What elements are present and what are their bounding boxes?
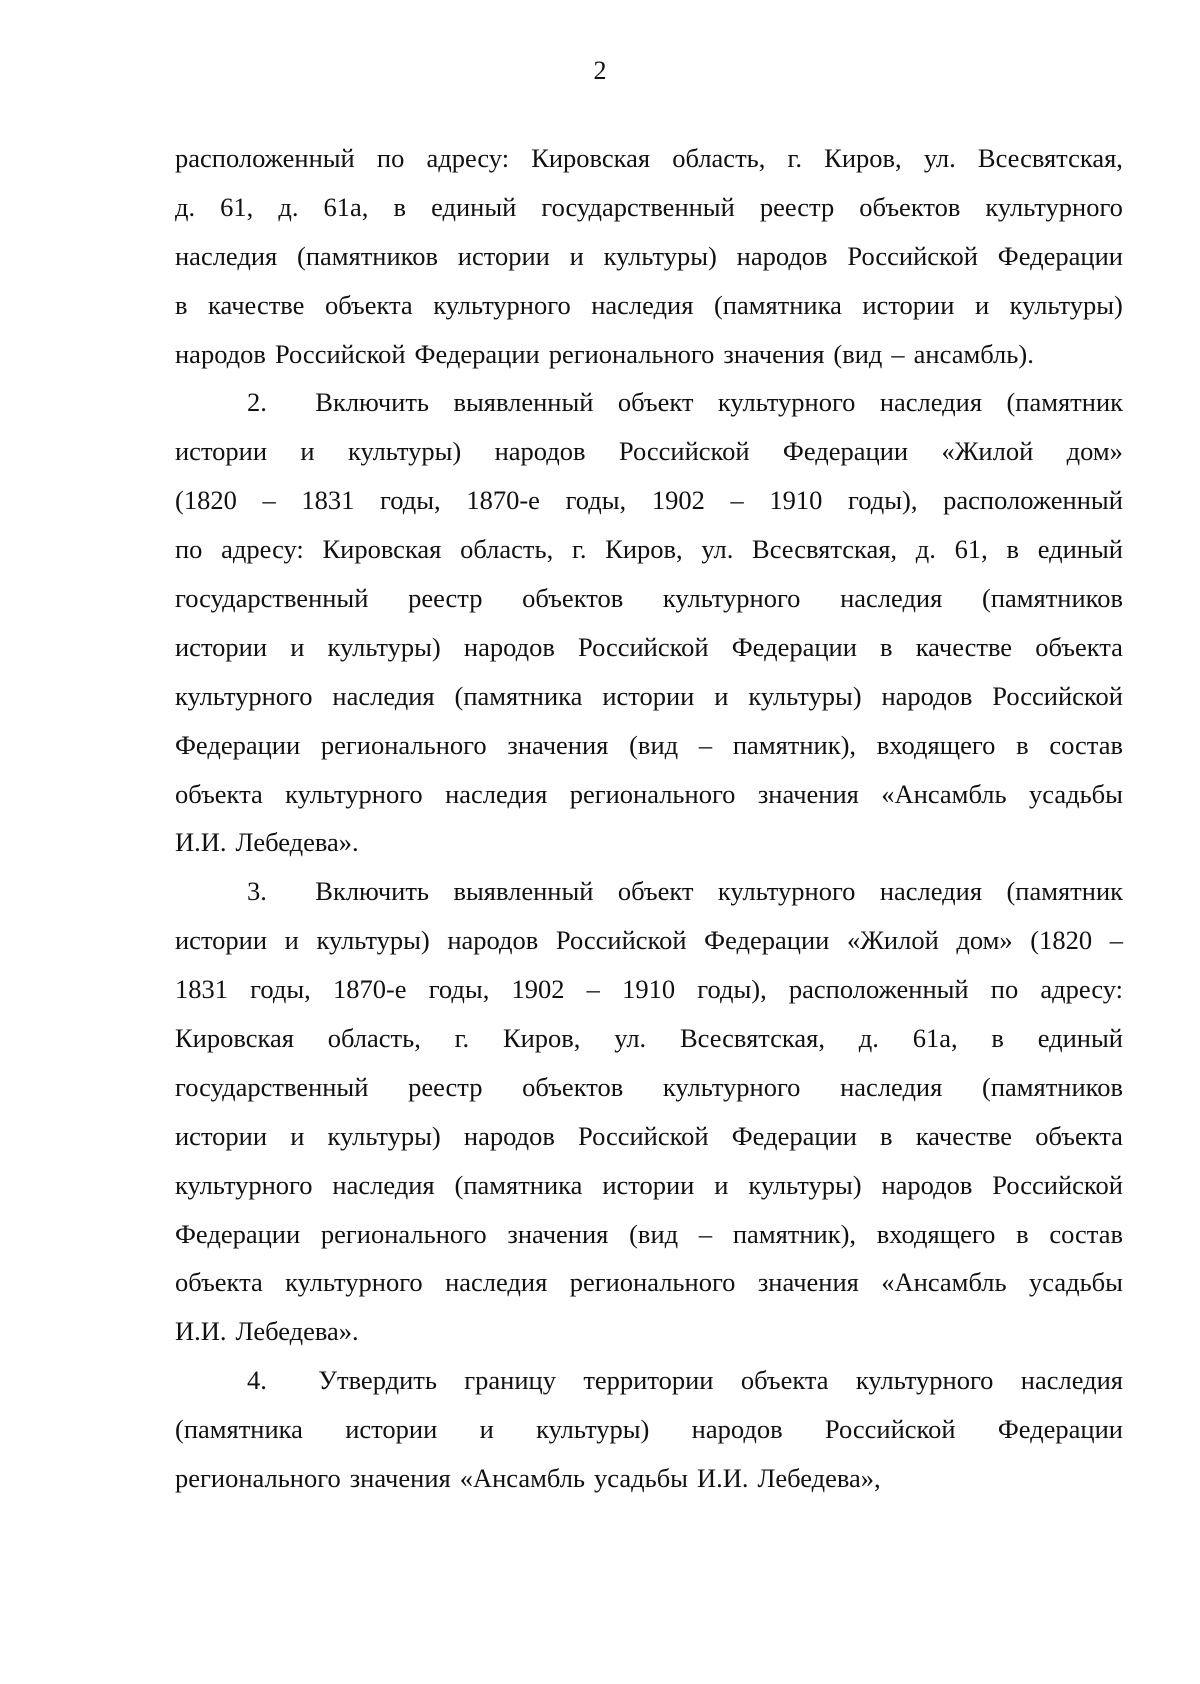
word: истории — [175, 436, 268, 467]
word: регионального — [569, 778, 736, 809]
word: – — [698, 729, 713, 760]
word: регионального — [320, 729, 487, 760]
word: культурного — [285, 778, 423, 809]
word: расположенный — [175, 143, 355, 173]
word: истории — [175, 925, 268, 956]
word: дом» — [1066, 436, 1123, 467]
word: и — [714, 680, 729, 711]
word: (1820 — [175, 485, 237, 516]
word: истории — [457, 240, 550, 271]
text-line — [175, 770, 1123, 819]
text-line — [175, 721, 1123, 770]
word: адресу: — [1040, 974, 1123, 1005]
word: качестве — [915, 1120, 1013, 1151]
paragraph-number: 3. — [247, 876, 267, 907]
word: – — [1109, 925, 1123, 956]
word: (памятника — [175, 1414, 303, 1445]
word: 1870-е — [466, 485, 540, 516]
word: Лебедева». — [235, 827, 359, 858]
paragraph-p3 — [175, 867, 1123, 1356]
word: и — [479, 1414, 494, 1445]
word: 1831 — [301, 485, 355, 516]
word: 61, — [220, 191, 254, 222]
word: значения — [349, 1463, 451, 1494]
word: в — [880, 1120, 893, 1151]
word: народов — [736, 240, 828, 271]
paragraph-number: 4. — [247, 1365, 267, 1396]
document-body — [175, 134, 1123, 1503]
word: по — [990, 974, 1019, 1005]
text-line — [175, 1258, 1123, 1307]
word: культурного — [662, 583, 801, 614]
word: (1820 — [1030, 925, 1093, 956]
word: (вид — [629, 1218, 679, 1249]
page-number: 2 — [593, 56, 607, 85]
word: г. — [571, 534, 587, 565]
word: культуры) — [316, 925, 430, 956]
word: единый — [431, 191, 517, 222]
word: (памятника — [454, 680, 583, 711]
text-line — [175, 427, 1123, 476]
word: «Ансамбль — [881, 778, 1007, 809]
word: истории — [175, 1120, 268, 1151]
text-line — [175, 574, 1123, 623]
word: дом» — [956, 925, 1013, 956]
word: регионального — [175, 1463, 341, 1494]
word: наследия — [332, 680, 435, 711]
word: – — [262, 485, 276, 516]
word: Киров, — [824, 143, 902, 173]
word: 1902 — [511, 974, 565, 1005]
word: народов — [881, 680, 973, 711]
word: истории — [602, 680, 695, 711]
word: выявленный — [453, 876, 594, 907]
paragraph-p2 — [175, 378, 1123, 867]
word: в — [175, 289, 188, 320]
word: Федерации — [997, 1414, 1123, 1445]
word: «Ансамбль — [459, 1463, 586, 1494]
word: расположенный — [943, 485, 1123, 516]
word: культуры) — [1009, 289, 1123, 320]
word: культурного — [717, 387, 856, 418]
text-line — [175, 330, 1123, 379]
word: адресу: — [426, 143, 510, 173]
text-line — [175, 1014, 1123, 1063]
word: (памятник — [1006, 876, 1123, 907]
word: (памятника — [713, 289, 842, 320]
word: значения — [507, 1218, 609, 1249]
word: культурного — [433, 289, 571, 320]
word: народов — [463, 1120, 555, 1151]
word: годы), — [848, 485, 918, 516]
word: наследия — [879, 387, 983, 418]
word: в — [1006, 534, 1019, 565]
word: «Жилой — [846, 925, 939, 956]
word: – — [891, 338, 905, 369]
word: по — [376, 143, 405, 173]
word: Всесвятская, — [977, 143, 1123, 173]
word: в — [991, 1023, 1004, 1054]
word: состав — [1049, 1218, 1123, 1249]
word: (памятника — [454, 1169, 583, 1200]
word: по — [175, 534, 203, 565]
word: в — [1016, 729, 1029, 760]
word: и — [290, 631, 305, 662]
text-line — [175, 232, 1123, 281]
word: культурного — [662, 1071, 801, 1102]
word: культуры) — [347, 436, 462, 467]
text-line — [175, 134, 1123, 183]
word: государственный — [175, 1071, 369, 1102]
word: народов — [463, 631, 555, 662]
word: в — [1016, 1218, 1029, 1249]
word: адресу: — [221, 534, 304, 565]
word: культуры) — [748, 1169, 862, 1200]
word: народов — [881, 1169, 973, 1200]
word: Федерации — [704, 925, 830, 956]
word: входящего — [876, 729, 996, 760]
word: объектов — [522, 1071, 624, 1102]
word: в — [393, 191, 406, 222]
word: усадьбы — [1029, 778, 1123, 809]
word: годы), — [697, 974, 767, 1005]
word: ансамбль). — [913, 338, 1034, 369]
word: Федерации — [782, 436, 909, 467]
word: объект — [617, 387, 694, 418]
word: ул. — [923, 143, 956, 173]
word: реестр — [408, 583, 483, 614]
word: И.И. — [175, 1316, 227, 1347]
word: объекта — [175, 778, 263, 809]
word: годы, — [250, 974, 311, 1005]
text-line — [175, 1161, 1123, 1210]
word: значения — [757, 1267, 859, 1298]
word: значения — [507, 729, 609, 760]
word: ул. — [701, 534, 734, 565]
word: реестр — [759, 191, 835, 222]
text-line — [175, 1356, 1123, 1405]
word: наследия — [175, 240, 278, 271]
word: усадьбы — [594, 1463, 688, 1494]
word: культуры) — [603, 240, 717, 271]
word: культуры) — [327, 631, 441, 662]
word: Включить — [315, 876, 430, 907]
word: 1902 — [651, 485, 705, 516]
word: культурного — [175, 1169, 313, 1200]
word: истории — [345, 1414, 438, 1445]
word: 61а, — [323, 191, 369, 222]
word: Российской — [577, 631, 709, 662]
word: и — [290, 1120, 305, 1151]
word: объекта — [1035, 1120, 1123, 1151]
word: Российской — [274, 338, 406, 369]
word: культурного — [175, 680, 313, 711]
word: объектов — [522, 583, 624, 614]
word: территории — [583, 1365, 714, 1396]
word: Утвердить — [318, 1365, 437, 1396]
text-line — [175, 672, 1123, 721]
word: регионального — [569, 1267, 736, 1298]
word: Федерации — [175, 1218, 301, 1249]
word: государственный — [541, 191, 735, 222]
word: 61а, — [912, 1023, 958, 1054]
word: – — [586, 974, 600, 1005]
word: Кировская — [175, 1023, 294, 1054]
word: народов — [691, 1414, 783, 1445]
word: культурного — [285, 1267, 423, 1298]
text-line — [175, 378, 1123, 427]
word: значения — [723, 338, 825, 369]
word: 61, — [954, 534, 988, 565]
word: Федерации — [731, 1120, 857, 1151]
word: Федерации — [997, 240, 1123, 271]
text-line — [175, 623, 1123, 672]
text-line — [175, 1405, 1123, 1454]
word: г. — [454, 1023, 470, 1054]
word: усадьбы — [1029, 1267, 1123, 1298]
word: Включить — [315, 387, 430, 418]
text-line — [175, 281, 1123, 330]
word: наследия — [445, 1267, 548, 1298]
text-line — [175, 1063, 1123, 1112]
word: Российской — [992, 1169, 1123, 1200]
word: объекта — [740, 1365, 829, 1396]
word: культуры) — [536, 1414, 650, 1445]
word: культурного — [855, 1365, 994, 1396]
word: государственный — [175, 583, 369, 614]
word: памятник), — [732, 1218, 857, 1249]
word: наследия — [1020, 1365, 1123, 1396]
word: реестр — [408, 1071, 483, 1102]
word: входящего — [876, 1218, 996, 1249]
word: д. — [175, 191, 196, 222]
word: Лебедева», — [757, 1463, 881, 1494]
text-line — [175, 1454, 1123, 1503]
word: Российской — [824, 1414, 956, 1445]
word: наследия — [879, 876, 983, 907]
word: годы, — [428, 974, 490, 1005]
word: Всесвятская, — [752, 534, 898, 565]
word: (вид — [629, 729, 679, 760]
word: (вид — [833, 338, 883, 369]
word: д. — [858, 1023, 879, 1054]
word: 1831 — [175, 974, 228, 1005]
word: регионального — [320, 1218, 487, 1249]
word: объекта — [324, 289, 413, 320]
word: наследия — [840, 1071, 943, 1102]
word: ул. — [614, 1023, 647, 1054]
word: 1910 — [769, 485, 823, 516]
word: (памятников — [982, 583, 1123, 614]
word: – — [698, 1218, 713, 1249]
word: 1910 — [622, 974, 676, 1005]
word: культуры) — [327, 1120, 441, 1151]
paragraph-cont — [175, 134, 1123, 378]
word: Кировская — [322, 534, 442, 565]
word: «Жилой — [941, 436, 1034, 467]
word: в — [880, 631, 893, 662]
text-line — [175, 867, 1123, 916]
word: объектов — [859, 191, 961, 222]
word: и — [300, 436, 315, 467]
word: (памятников — [297, 240, 438, 271]
word: 1870-е — [332, 974, 407, 1005]
word: Федерации — [731, 631, 857, 662]
text-line — [175, 525, 1123, 574]
word: Федерации — [175, 729, 301, 760]
word: народов — [175, 338, 266, 369]
word: истории — [602, 1169, 695, 1200]
word: Кировская — [531, 143, 651, 173]
paragraph-p4 — [175, 1356, 1123, 1503]
word: д. — [278, 191, 299, 222]
word: значения — [757, 778, 859, 809]
text-line — [175, 818, 1123, 867]
word: д. — [915, 534, 936, 565]
word: и — [714, 1169, 729, 1200]
text-line — [175, 1307, 1123, 1356]
word: объекта — [175, 1267, 263, 1298]
word: – — [730, 485, 744, 516]
text-line — [175, 965, 1123, 1014]
word: единый — [1037, 1023, 1123, 1054]
word: наследия — [591, 289, 694, 320]
text-line — [175, 183, 1123, 232]
word: расположенный — [788, 974, 969, 1005]
word: и — [284, 925, 299, 956]
word: качестве — [915, 631, 1013, 662]
text-line — [175, 916, 1123, 965]
text-line — [175, 476, 1123, 525]
word: Российской — [555, 925, 687, 956]
word: наследия — [445, 778, 548, 809]
word: и — [569, 240, 584, 271]
word: Российской — [847, 240, 978, 271]
word: Киров, — [502, 1023, 581, 1054]
word: наследия — [840, 583, 943, 614]
text-line — [175, 1112, 1123, 1161]
word: Российской — [577, 1120, 709, 1151]
word: состав — [1049, 729, 1123, 760]
word: и — [974, 289, 990, 320]
paragraph-number: 2. — [247, 387, 267, 418]
word: область, — [460, 534, 554, 565]
word: Всесвятская, — [679, 1023, 825, 1054]
word: наследия — [332, 1169, 435, 1200]
word: (памятников — [982, 1071, 1123, 1102]
word: культурного — [717, 876, 856, 907]
word: истории — [862, 289, 955, 320]
word: область, — [327, 1023, 421, 1054]
word: объект — [617, 876, 694, 907]
text-line — [175, 1210, 1123, 1259]
word: Лебедева». — [235, 1316, 359, 1347]
word: Российской — [618, 436, 750, 467]
word: культуры) — [748, 680, 862, 711]
word: единый — [1037, 534, 1123, 565]
word: «Ансамбль — [881, 1267, 1007, 1298]
word: г. — [787, 143, 803, 173]
word: народов — [494, 436, 586, 467]
word: (памятник — [1006, 387, 1123, 418]
word: объекта — [1035, 631, 1123, 662]
word: качестве — [208, 289, 305, 320]
word: истории — [175, 631, 268, 662]
word: И.И. — [697, 1463, 749, 1494]
word: регионального — [548, 338, 715, 369]
word: Федерации — [414, 338, 540, 369]
word: Российской — [992, 680, 1123, 711]
word: культурного — [985, 191, 1123, 222]
word: область, — [672, 143, 766, 173]
word: годы, — [380, 485, 441, 516]
word: Киров, — [605, 534, 683, 565]
word: выявленный — [453, 387, 594, 418]
word: границу — [464, 1365, 556, 1396]
word: памятник), — [732, 729, 857, 760]
word: И.И. — [175, 827, 227, 858]
word: народов — [447, 925, 539, 956]
word: годы, — [565, 485, 627, 516]
